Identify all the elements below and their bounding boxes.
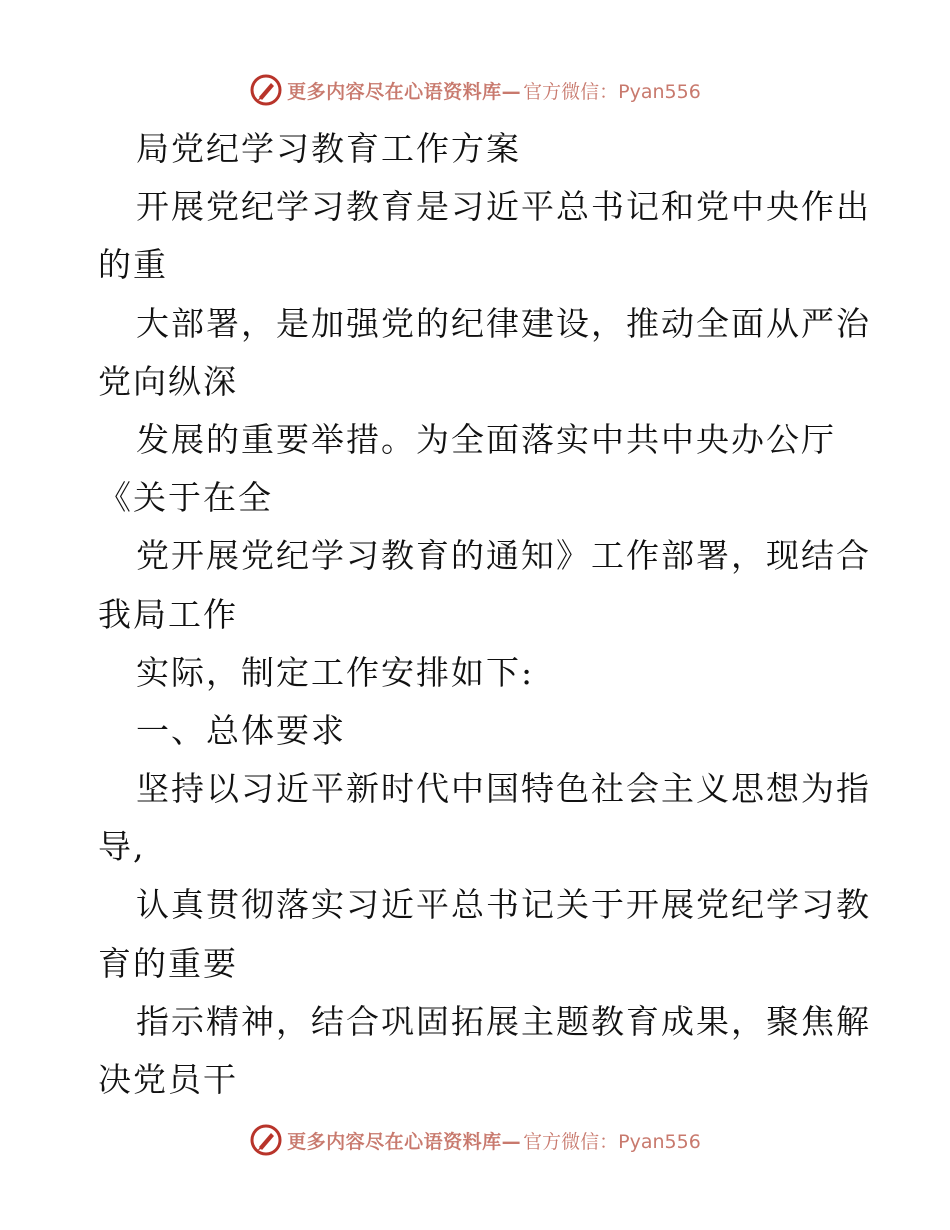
doc-line: 育的重要 [98,943,238,983]
document-body [98,120,871,1109]
pen-logo-icon [249,1123,283,1157]
pen-logo-icon [249,73,283,107]
banner-text: 更多内容尽在心语资料库— [287,1130,522,1153]
doc-line: 决党员干 [98,1060,238,1099]
doc-line: 我局工作 [98,594,238,634]
doc-line: 导, [98,827,146,867]
section-heading: 一、总体要求 [136,710,346,750]
doc-line: 党向纵深 [98,361,238,401]
doc-line: 坚持以习近平新时代中国特色社会主义思想为指 [136,769,871,809]
banner-text: 更多内容尽在心语资料库— [287,80,522,103]
footer-banner [0,1120,950,1160]
header-banner [0,70,950,110]
doc-title: 局党纪学习教育工作方案 [136,129,521,168]
doc-line: 的重 [98,245,168,285]
doc-line: 发展的重要举措。为全面落实中共中央办公厅 [136,419,836,459]
doc-line: 党开展党纪学习教育的通知》工作部署，现结合 [136,536,871,576]
doc-line: 大部署，是加强党的纪律建设，推动全面从严治 [136,303,871,343]
doc-line: 《关于在全 [98,478,273,518]
banner-wechat: 官方微信：Pyan556 [523,80,701,103]
doc-line: 认真贯彻落实习近平总书记关于开展党纪学习教 [136,885,871,925]
doc-line: 指示精神，结合巩固拓展主题教育成果，聚焦解 [136,1001,871,1041]
doc-line: 实际，制定工作安排如下: [136,652,535,692]
doc-line: 开展党纪学习教育是习近平总书记和党中央作出 [136,187,871,227]
banner-wechat: 官方微信：Pyan556 [523,1130,701,1153]
